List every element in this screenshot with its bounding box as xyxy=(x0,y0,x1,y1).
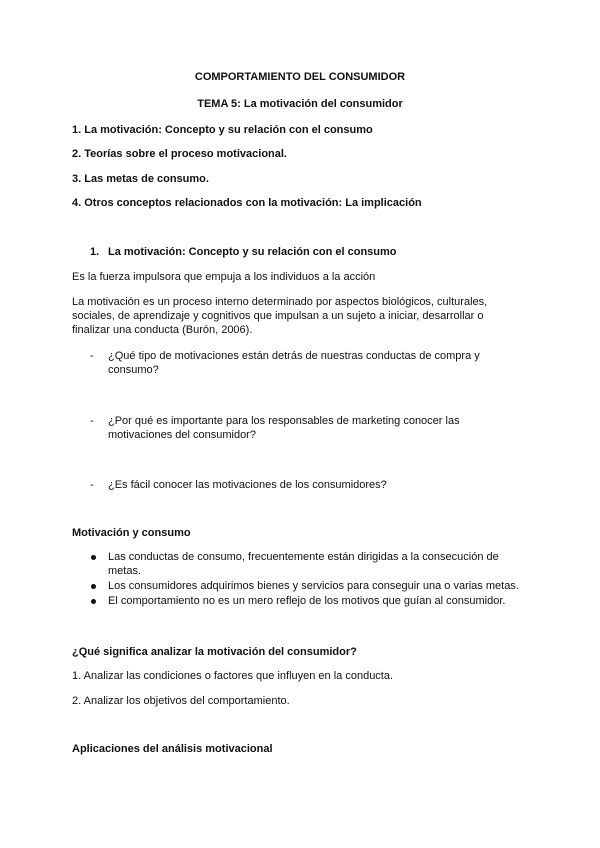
bullet-3-line-1: El comportamiento no es un mero reflejo de los motivos que guían al consumidor. xyxy=(108,595,506,607)
document-subtitle: TEMA 5: La motivación del consumidor xyxy=(197,98,403,110)
section1-paragraph-line-2: sociales, de aprendizaje y cognitivos que impulsan a un sujeto a iniciar, desarrollar o xyxy=(72,310,484,322)
question-3-dash: - xyxy=(90,479,94,491)
analizar-heading: ¿Qué significa analizar la motivación del consumidor? xyxy=(72,646,357,658)
question-2-line-1: ¿Por qué es importante para los responsables de marketing conocer las xyxy=(108,415,460,427)
section1-heading: La motivación: Concepto y su relación con el consumo xyxy=(108,246,397,258)
bullet-1-line-2: metas. xyxy=(108,565,142,577)
index-item-3: 3. Las metas de consumo. xyxy=(72,173,209,185)
document-title: COMPORTAMIENTO DEL CONSUMIDOR xyxy=(194,71,406,83)
bullet-dot-1 xyxy=(91,555,96,560)
section1-paragraph-line-1: La motivación es un proceso interno determinado por aspectos biológicos, culturales, xyxy=(72,296,488,308)
question-2-line-2: motivaciones del consumidor? xyxy=(108,429,256,441)
bullet-dot-2 xyxy=(91,584,96,589)
index-item-4: 4. Otros conceptos relacionados con la motivación: La implicación xyxy=(72,197,422,209)
index-item-2: 2. Teorías sobre el proceso motivacional. xyxy=(72,148,287,160)
index-item-1: 1. La motivación: Concepto y su relación con el consumo xyxy=(72,124,373,136)
bullet-1-line-1: Las conductas de consumo, frecuentemente están dirigidas a la consecución de xyxy=(108,551,499,563)
section1-definition: Es la fuerza impulsora que empuja a los individuos a la acción xyxy=(72,271,376,283)
analizar-item-2: 2. Analizar los objetivos del comportamiento. xyxy=(72,695,290,707)
question-1-dash: - xyxy=(90,350,94,362)
section1-paragraph-line-3: finalizar una conducta (Burón, 2006). xyxy=(72,324,253,336)
question-1-line-2: consumo? xyxy=(108,364,159,376)
section1-number: 1. xyxy=(90,246,100,258)
question-2-dash: - xyxy=(90,415,94,427)
bullet-dot-3 xyxy=(91,599,96,604)
aplicaciones-heading: Aplicaciones del análisis motivacional xyxy=(72,743,273,755)
motivacion-consumo-heading: Motivación y consumo xyxy=(72,527,191,539)
question-1-line-1: ¿Qué tipo de motivaciones están detrás de nuestras conductas de compra y xyxy=(108,350,480,362)
question-3-line-1: ¿Es fácil conocer las motivaciones de los consumidores? xyxy=(108,479,387,491)
analizar-item-1: 1. Analizar las condiciones o factores que influyen en la conducta. xyxy=(72,670,394,682)
bullet-2-line-1: Los consumidores adquirimos bienes y servicios para conseguir una o varias metas. xyxy=(108,580,519,592)
